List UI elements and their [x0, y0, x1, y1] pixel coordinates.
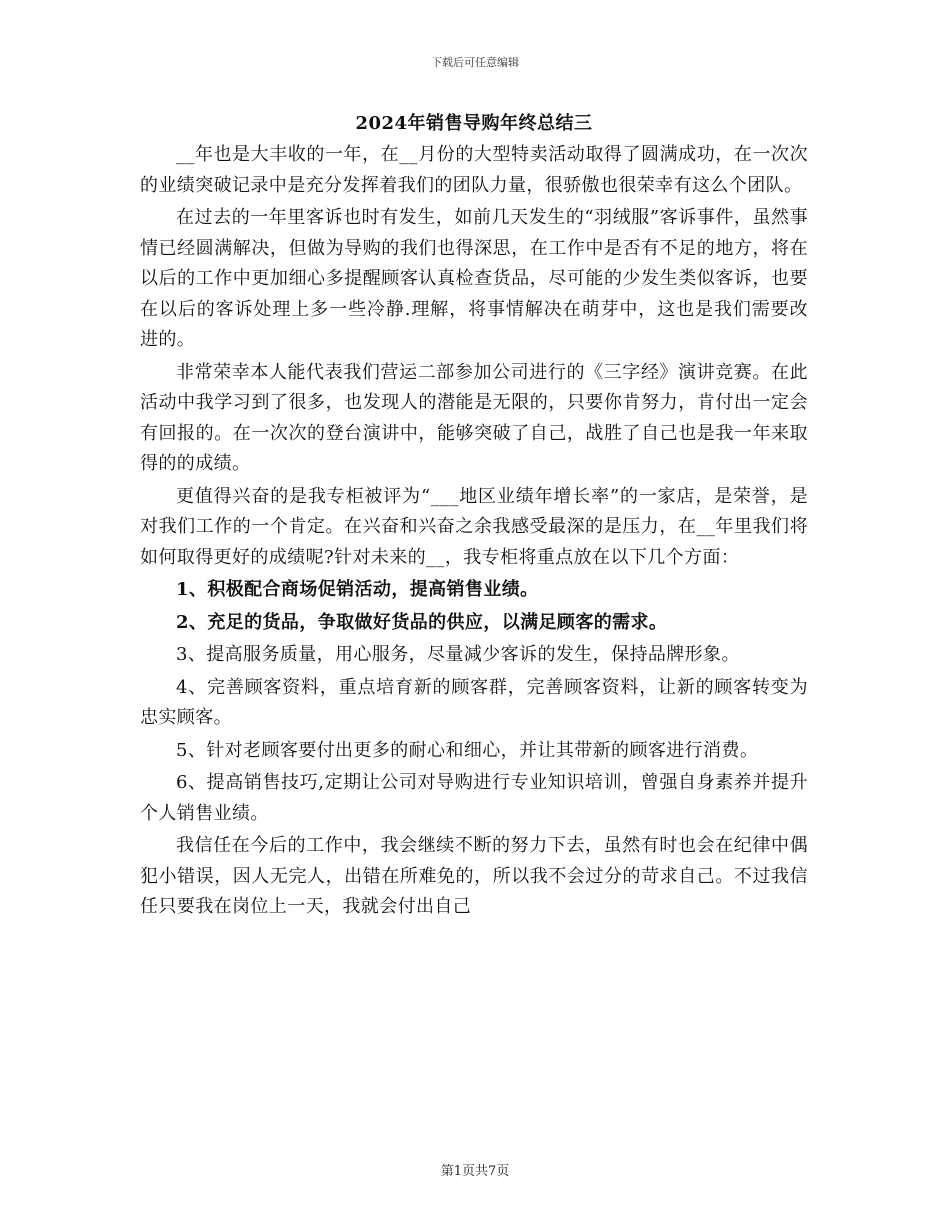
list-item-1: 1、积极配合商场促销活动，提高销售业绩。 — [176, 579, 539, 600]
list-item-3: 3、提高服务质量，用心服务，尽量减少客诉的发生，保持品牌形象。 — [176, 644, 740, 665]
paragraph-2: 在过去的一年里客诉也时有发生，如前几天发生的“羽绒服”客诉事件，虽然事情已经圆满解决，但做为导购的我们也得深思，在工作中是否有不足的地方，将在以后的工作中更加细心多提醒顾客认真检查货品，尽可能的少发生类似客诉，也要在以后的客诉处理上多一些冷静.理解，将事情解决在萌芽中，这也是我们需要改进的。 — [140, 207, 808, 350]
list-item-4: 4、完善顾客资料，重点培育新的顾客群，完善顾客资料，让新的顾客转变为忠实顾客。 — [140, 676, 808, 728]
paragraph-3: 非常荣幸本人能代表我们营运二部参加公司进行的《三字经》演讲竞赛。在此活动中我学习到了很多，也发现人的潜能是无限的，只要你肯努力，肯付出一定会有回报的。在一次次的登台演讲中，能够突破了自己，战胜了自己也是我一年来取得的的成绩。 — [140, 361, 808, 474]
header-note: 下载后可任意编辑 — [431, 56, 519, 69]
paragraph-closing: 我信任在今后的工作中，我会继续不断的努力下去，虽然有时也会在纪律中偶犯小错误，因人无完人，出错在所难免的，所以我不会过分的苛求自己。不过我信任只要我在岗位上一天，我就会付出自己 — [140, 835, 808, 917]
list-item-6: 6、提高销售技巧,定期让公司对导购进行专业知识培训，曾强自身素养并提升个人销售业绩。 — [140, 772, 808, 824]
document-title: 2024年销售导购年终总结三 — [355, 113, 593, 134]
document-body — [140, 110, 808, 923]
list-item-2: 2、充足的货品，争取做好货品的供应，以满足顾客的需求。 — [176, 611, 668, 633]
page-indicator: 第1页共7页 — [440, 1164, 510, 1179]
list-item-5: 5、针对老顾客要付出更多的耐心和细心，并让其带新的顾客进行消费。 — [176, 739, 759, 761]
paragraph-4: 更值得兴奋的是我专柜被评为“___地区业绩年增长率”的一家店，是荣誉，是对我们工作的一个肯定。在兴奋和兴奋之余我感受最深的是压力，在__年里我们将如何取得更好的成绩呢?针对未来的__，我专柜将重点放在以下几个方面： — [140, 485, 808, 568]
paragraph-1: __年也是大丰收的一年，在__月份的大型特卖活动取得了圆满成功，在一次次的业绩突破记录中是充分发挥着我们的团队力量，很骄傲也很荣幸有这么个团队。 — [140, 144, 808, 196]
